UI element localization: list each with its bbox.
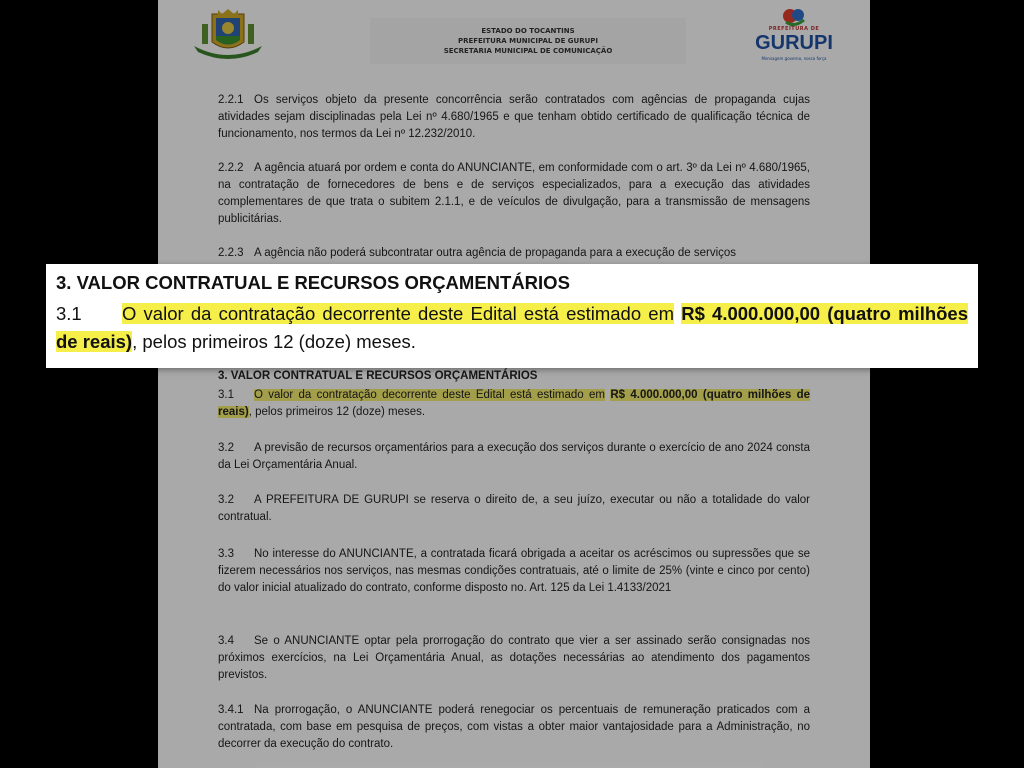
paragraph-3-2-right: [218, 492, 810, 526]
paragraph-3-2-budget: [218, 440, 810, 474]
logo-prefix: PREFEITURA DE: [768, 26, 820, 32]
paragraph-text: A agência atuará por ordem e conta do ANUNCIANTE, em conformidade com o art. 3º da Lei nº 4.680/1965, na contratação de fornecedores de bens e de serviços especializados, para a execução das atividades complementares de que trata o subitem 2.1.1, e de veículos de divulgação, para a transmissão de mensagens publicitárias.: [218, 162, 810, 225]
paragraph-number: 3.4.1: [218, 704, 244, 716]
zoom-callout: [46, 264, 978, 368]
paragraph-2-2-3: [218, 245, 810, 262]
paragraph-2-2-1: [218, 92, 810, 143]
callout-highlight: O valor da contratação decorrente deste Edital está estimado em: [122, 303, 675, 324]
callout-text: [56, 300, 968, 356]
paragraph-number: 2.2.1: [218, 94, 244, 106]
callout-number: 3.1: [56, 303, 82, 324]
paragraph-text: A previsão de recursos orçamentários para a execução dos serviços durante o exercício de ano 2024 consta da Lei Orçamentária Anual.: [218, 442, 810, 471]
gurupi-logo: [744, 8, 844, 64]
logo-slogan: Mensagem governo, nossa força: [761, 56, 827, 61]
paragraph-text: A agência não poderá subcontratar outra agência de propaganda para a execução de serviços: [254, 247, 737, 259]
callout-title: 3. VALOR CONTRATUAL E RECURSOS ORÇAMENTÁRIOS: [56, 272, 570, 293]
document-page: [158, 0, 870, 768]
paragraph-text: Na prorrogação, o ANUNCIANTE poderá renegociar os percentuais de remuneração praticados com a contratada, com base em pesquisa de preços, com vistas a obter maior vantajosidade para a Administração, no decorrer da execução do contrato.: [218, 704, 810, 750]
callout-amount: R$ 4.000.000,00 (quatro milhões de reais): [56, 303, 969, 352]
header-secretariat: SECRETARIA MUNICIPAL DE COMUNICAÇÃO: [443, 47, 613, 55]
paragraph-number: 2.2.3: [218, 247, 244, 259]
gurupi-emblem-icon: [778, 6, 810, 28]
paragraph-text: Os serviços objeto da presente concorrência serão contratados com agências de propaganda cujas atividades sejam disciplinadas pela Lei nº 4.680/1965 e que tenham obtido certificado de qualificação técnica de funcionamento, nos termos da Lei nº 12.232/2010.: [218, 94, 810, 140]
paragraph-number: 3.2: [218, 494, 234, 506]
paragraph-number: 3.3: [218, 548, 234, 560]
paragraph-text: No interesse do ANUNCIANTE, a contratada ficará obrigada a aceitar os acréscimos ou supressões que se fizerem necessários nos serviços, nas mesmas condições contratuais, até o limite de 25% (vinte e cinco por cento) do valor inicial atualizado do contrato, conforme disposto no. Art. 125 da Lei 1.4133/2021: [218, 548, 810, 594]
paragraph-number: 2.2.2: [218, 162, 244, 174]
paragraph-text: , pelos primeiros 12 (doze) meses.: [248, 406, 426, 418]
highlighted-amount: R$ 4.000.000,00 (quatro milhões de reais): [218, 389, 811, 418]
paragraph-3-1: [218, 387, 810, 421]
header-prefecture: PREFEITURA MUNICIPAL DE GURUPI: [457, 37, 599, 45]
header-state: ESTADO DO TOCANTINS: [481, 27, 575, 35]
municipal-crest-icon: [188, 6, 268, 62]
paragraph-number: 3.4: [218, 635, 234, 647]
section-3-title: 3. VALOR CONTRATUAL E RECURSOS ORÇAMENTÁRIOS: [218, 370, 538, 382]
paragraph-2-2-2: [218, 160, 810, 228]
logo-name: GURUPI: [755, 32, 833, 54]
paragraph-number: 3.2: [218, 442, 234, 454]
paragraph-number: 3.1: [218, 389, 234, 401]
callout-rest: , pelos primeiros 12 (doze) meses.: [132, 331, 416, 352]
paragraph-3-3: [218, 546, 810, 597]
highlighted-text: O valor da contratação decorrente deste Edital está estimado em: [254, 389, 606, 401]
paragraph-text: A PREFEITURA DE GURUPI se reserva o direito de, a seu juízo, executar ou não a totalidade do valor contratual.: [218, 494, 810, 523]
document-header: [370, 18, 686, 64]
paragraph-3-4-1: [218, 702, 810, 753]
paragraph-text: Se o ANUNCIANTE optar pela prorrogação do contrato que vier a ser assinado serão consignadas nos próximos exercícios, na Lei Orçamentária Anual, as dotações necessárias ao atendimento dos pagamentos previstos.: [218, 635, 810, 681]
paragraph-3-4: [218, 633, 810, 684]
